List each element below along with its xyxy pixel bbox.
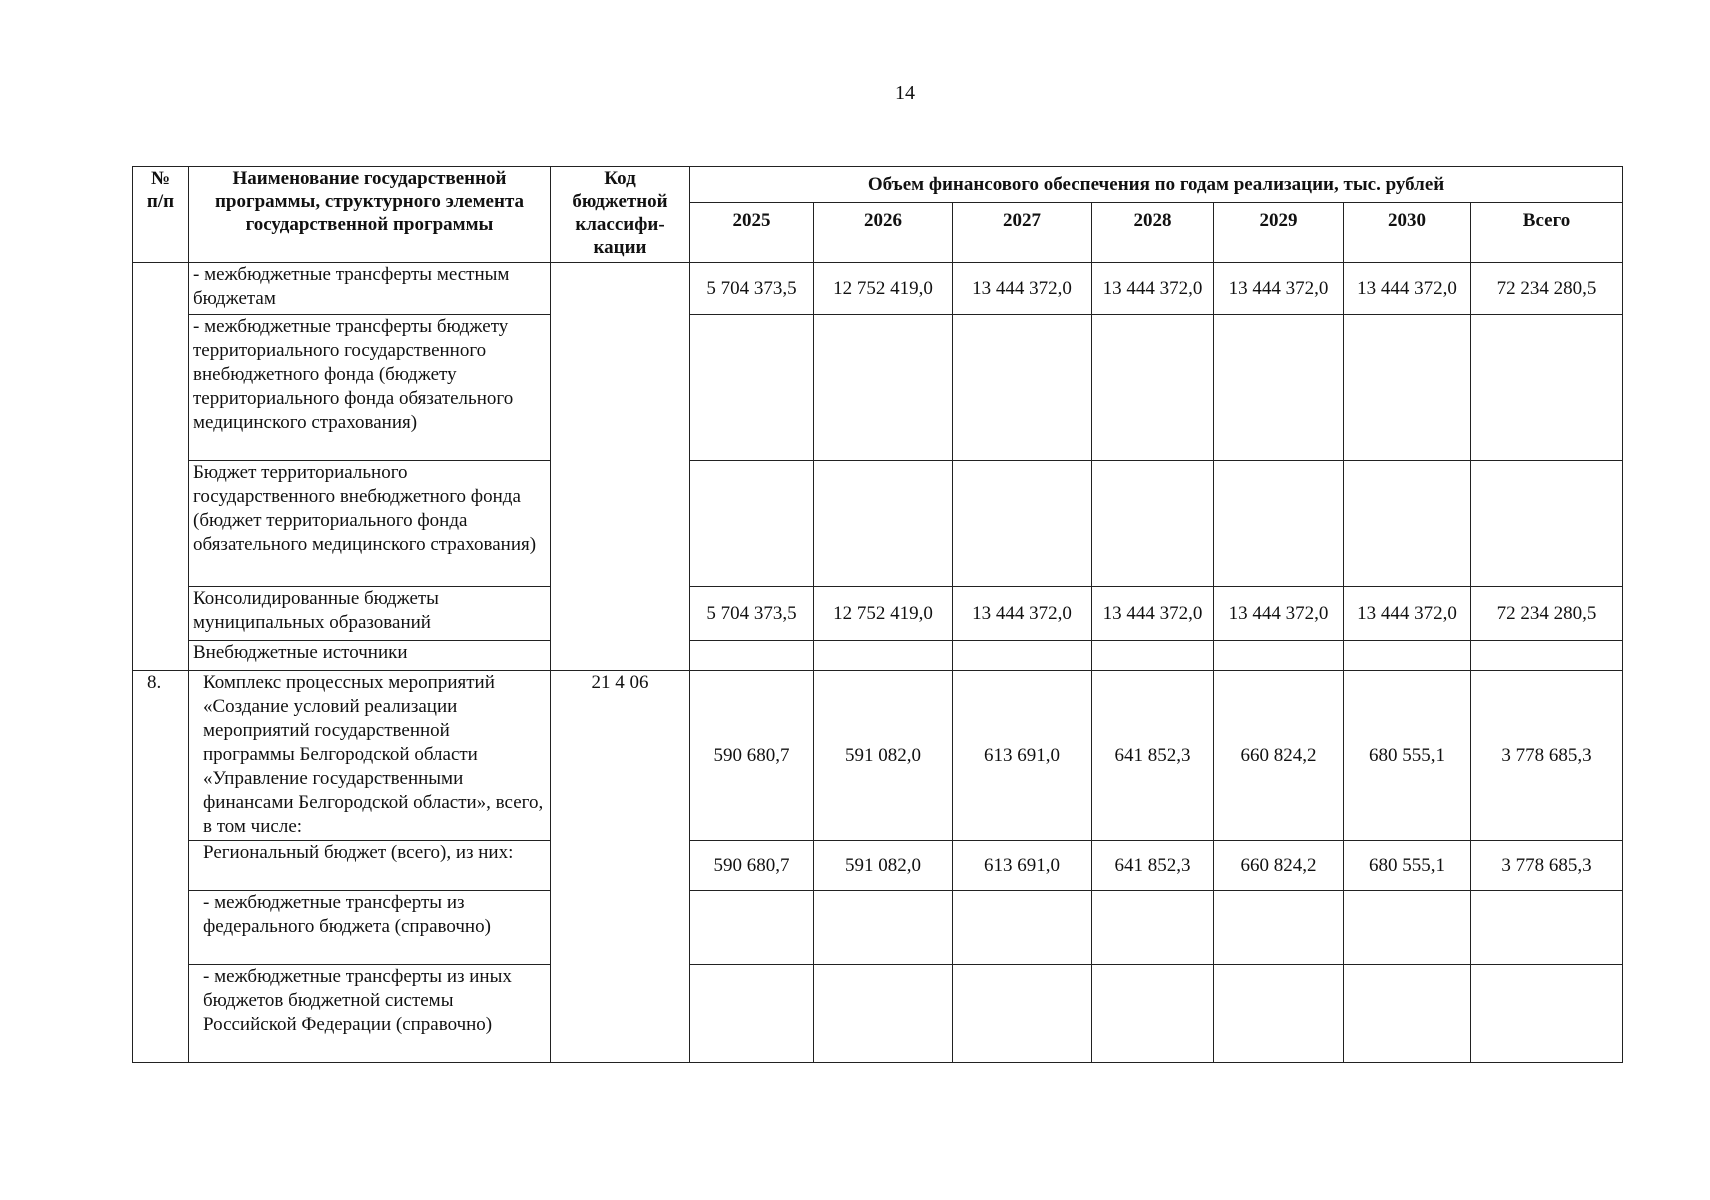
value-2030 [1344,965,1471,1063]
header-year-2029: 2029 [1214,203,1344,263]
table-row [133,671,1623,841]
header-year-2030: 2030 [1344,203,1471,263]
value-2027 [953,315,1092,461]
row-name: Консолидированные бюджеты муниципальных образований [189,587,551,641]
value-2027 [953,461,1092,587]
value-2030: 13 444 372,0 [1344,587,1471,641]
value-2028 [1092,315,1214,461]
value-2026 [814,315,953,461]
value-total: 72 234 280,5 [1471,587,1623,641]
value-2029: 660 824,2 [1214,841,1344,891]
value-2025 [690,461,814,587]
value-2025 [690,641,814,671]
header-year-2025: 2025 [690,203,814,263]
value-2025: 590 680,7 [690,841,814,891]
value-2030: 680 555,1 [1344,841,1471,891]
value-2028 [1092,965,1214,1063]
value-2026: 591 082,0 [814,671,953,841]
value-total [1471,965,1623,1063]
section-code: 21 4 06 [551,671,690,1063]
value-2025: 5 704 373,5 [690,263,814,315]
table-row [133,965,1623,1063]
value-2029: 13 444 372,0 [1214,587,1344,641]
table-row [133,891,1623,965]
value-2028: 641 852,3 [1092,671,1214,841]
header-year-2026: 2026 [814,203,953,263]
header-year-total: Всего [1471,203,1623,263]
value-2029 [1214,641,1344,671]
header-volume: Объем финансового обеспечения по годам реализации, тыс. рублей [690,167,1623,203]
header-number [133,167,189,263]
value-2025 [690,315,814,461]
page-number: 14 [895,82,915,104]
header-number-line2: п/п [146,191,175,212]
value-2026 [814,461,953,587]
value-total: 3 778 685,3 [1471,671,1623,841]
value-total: 3 778 685,3 [1471,841,1623,891]
header-code: Код бюджетной классифи-кации [551,167,690,263]
table-row [133,461,1623,587]
table-row [133,841,1623,891]
table-row [133,641,1623,671]
table-row [133,315,1623,461]
value-2027 [953,891,1092,965]
value-2028: 13 444 372,0 [1092,587,1214,641]
value-total [1471,461,1623,587]
value-2027: 613 691,0 [953,841,1092,891]
value-2025 [690,965,814,1063]
value-2025 [690,891,814,965]
value-2027: 13 444 372,0 [953,263,1092,315]
table-row [133,263,1623,315]
row-name: Бюджет территориального государственного внебюджетного фонда (бюджет территориального фонда обязательного медицинского страхования) [189,461,551,587]
value-2030 [1344,641,1471,671]
section-index: 8. [133,671,189,1063]
value-2026 [814,965,953,1063]
value-2026 [814,891,953,965]
value-2028 [1092,641,1214,671]
budget-table [132,166,1623,1063]
value-2027: 13 444 372,0 [953,587,1092,641]
value-2029: 660 824,2 [1214,671,1344,841]
value-total [1471,641,1623,671]
value-2029 [1214,461,1344,587]
value-2030: 680 555,1 [1344,671,1471,841]
value-total [1471,315,1623,461]
value-2028: 13 444 372,0 [1092,263,1214,315]
table-row [133,587,1623,641]
row-name: - межбюджетные трансферты из федерального бюджета (справочно) [189,891,551,965]
value-2025: 5 704 373,5 [690,587,814,641]
row-name: Комплекс процессных мероприятий «Создание условий реализации мероприятий государственной программы Белгородской области «Управление государственными финансами Белгородской области», всего, в том числе: [189,671,551,841]
value-total [1471,891,1623,965]
value-2027: 613 691,0 [953,671,1092,841]
value-2026: 591 082,0 [814,841,953,891]
value-2030: 13 444 372,0 [1344,263,1471,315]
header-year-2028: 2028 [1092,203,1214,263]
row-name: Региональный бюджет (всего), из них: [189,841,551,891]
value-2026: 12 752 419,0 [814,587,953,641]
continuation-code [551,263,690,671]
value-2027 [953,641,1092,671]
value-2029: 13 444 372,0 [1214,263,1344,315]
value-2029 [1214,891,1344,965]
value-2028 [1092,461,1214,587]
value-2026 [814,641,953,671]
value-2026: 12 752 419,0 [814,263,953,315]
header-number-line1: № [150,168,171,189]
header-row [133,167,1623,203]
value-2029 [1214,965,1344,1063]
value-2025: 590 680,7 [690,671,814,841]
continuation-index [133,263,189,671]
value-2030 [1344,891,1471,965]
row-name: - межбюджетные трансферты местным бюджетам [189,263,551,315]
row-name: - межбюджетные трансферты из иных бюджетов бюджетной системы Российской Федерации (справочно) [189,965,551,1063]
value-2030 [1344,315,1471,461]
value-2029 [1214,315,1344,461]
row-name: - межбюджетные трансферты бюджету территориального государственного внебюджетного фонда (бюджету территориального фонда обязательного медицинского страхования) [189,315,551,461]
value-2028 [1092,891,1214,965]
header-year-2027: 2027 [953,203,1092,263]
row-name: Внебюджетные источники [189,641,551,671]
value-2030 [1344,461,1471,587]
header-name: Наименование государственной программы, структурного элемента государственной программы [189,167,551,263]
value-2028: 641 852,3 [1092,841,1214,891]
value-2027 [953,965,1092,1063]
value-total: 72 234 280,5 [1471,263,1623,315]
